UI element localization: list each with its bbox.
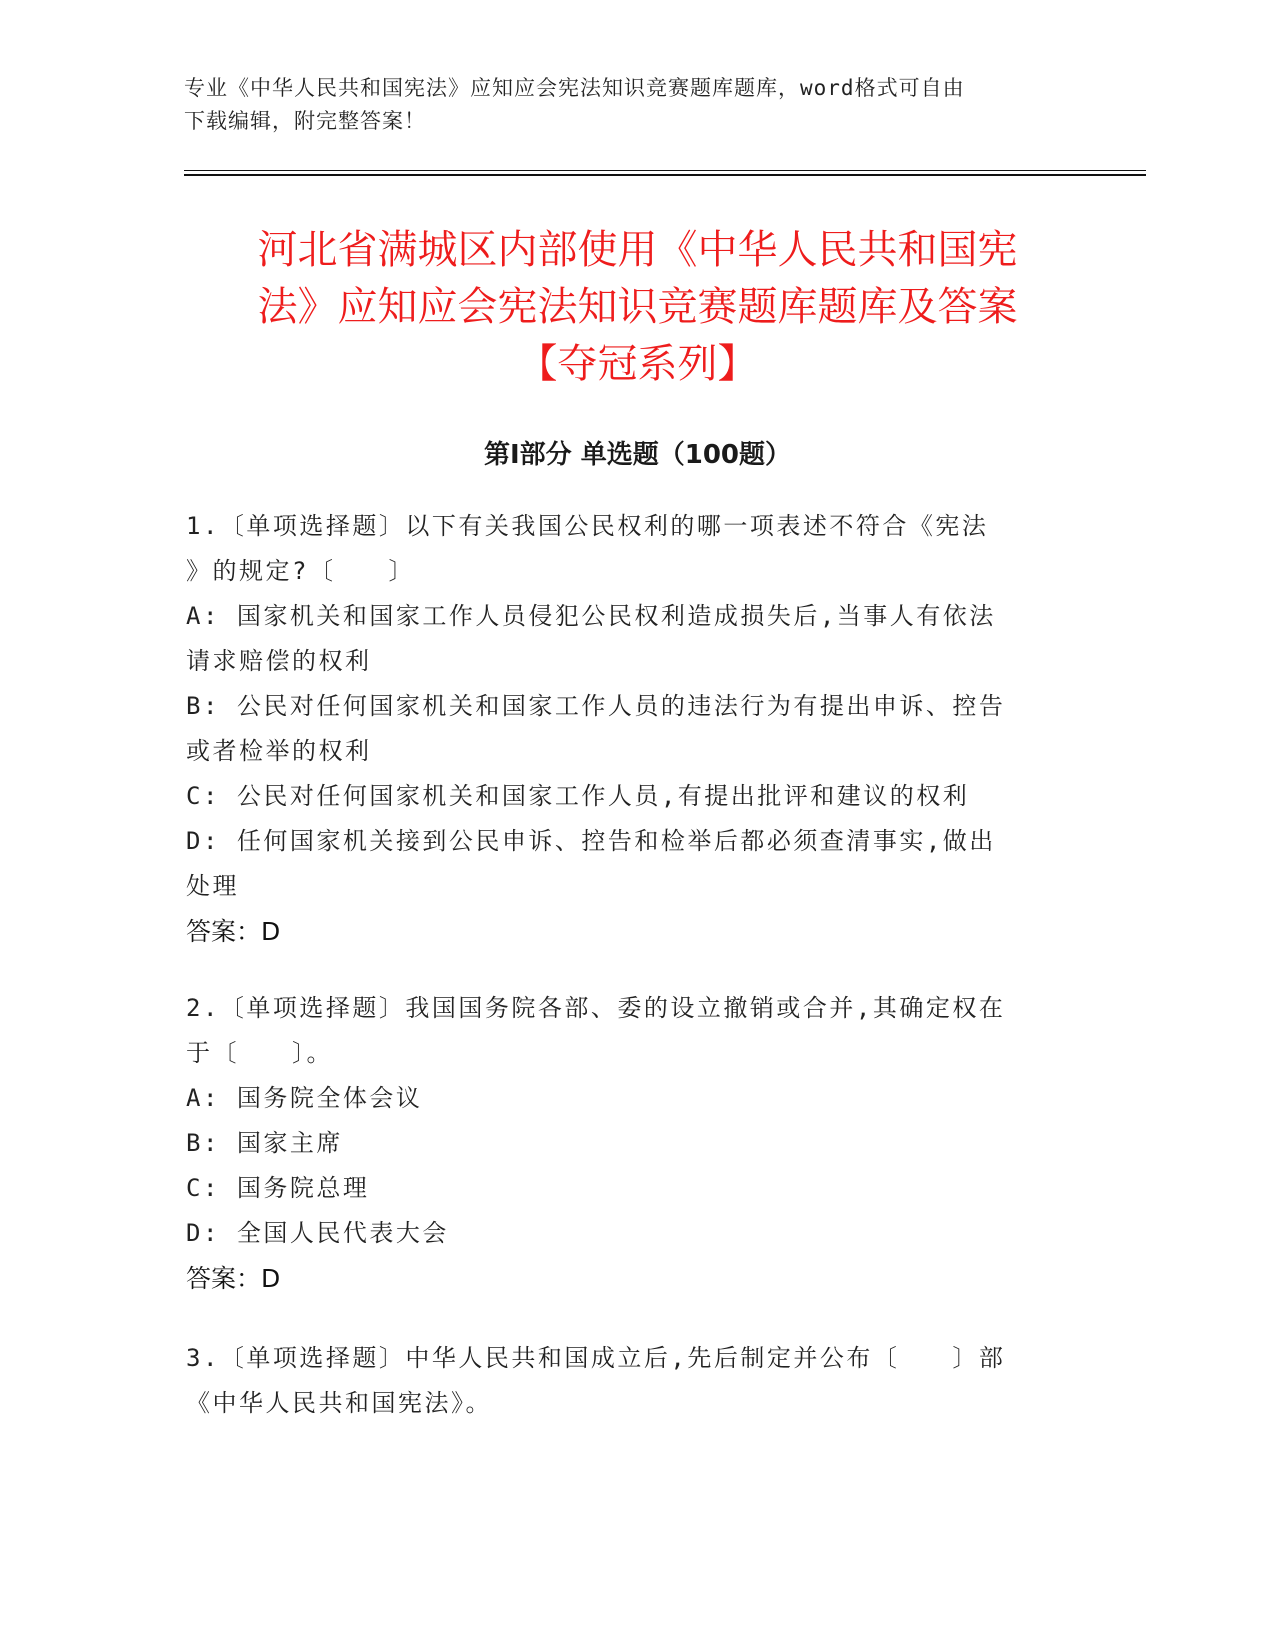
section-title: 第Ⅰ部分 单选题（100题） <box>484 440 791 470</box>
header-rule-thick <box>184 174 1146 176</box>
document-title <box>150 222 1125 393</box>
question-1-stem-line-1: 1.〔单项选择题〕以下有关我国公民权利的哪一项表述不符合《宪法 <box>186 512 989 540</box>
document-title-line-3: 【夺冠系列】 <box>517 341 758 387</box>
question-2-option-b: B: 国家主席 <box>186 1129 343 1157</box>
question-1-option-a-line-2: 请求赔偿的权利 <box>186 647 372 675</box>
question-2-option-a: A: 国务院全体会议 <box>186 1084 423 1112</box>
question-1-option-d-line-1: D: 任何国家机关接到公民申诉、控告和检举后都必须查清事实,做出 <box>186 827 996 855</box>
question-2-option-d: D: 全国人民代表大会 <box>186 1219 449 1247</box>
question-1-option-b-line-1: B: 公民对任何国家机关和国家工作人员的违法行为有提出申诉、控告 <box>186 692 1006 720</box>
question-2-stem-line-1: 2.〔单项选择题〕我国国务院各部、委的设立撤销或合并,其确定权在 <box>186 994 1006 1022</box>
header-note-line-1: 专业《中华人民共和国宪法》应知应会宪法知识竞赛题库题库，word格式可自由 <box>184 76 965 100</box>
question-1-stem-line-2: 》的规定?〔 〕 <box>186 557 415 585</box>
question-2 <box>186 986 1066 1301</box>
question-2-option-c: C: 国务院总理 <box>186 1174 370 1202</box>
question-1-option-a-line-1: A: 国家机关和国家工作人员侵犯公民权利造成损失后,当事人有依法 <box>186 602 996 630</box>
question-3-stem-line-1: 3.〔单项选择题〕中华人民共和国成立后,先后制定并公布〔 〕部 <box>186 1344 1006 1372</box>
question-1 <box>186 504 1066 954</box>
question-2-answer: 答案：D <box>186 1264 281 1293</box>
header-note-line-2: 下载编辑，附完整答案！ <box>184 109 426 133</box>
question-3 <box>186 1336 1066 1426</box>
question-1-answer: 答案：D <box>186 917 281 946</box>
question-1-option-c: C: 公民对任何国家机关和国家工作人员,有提出批评和建议的权利 <box>186 782 970 810</box>
question-3-stem-line-2: 《中华人民共和国宪法》。 <box>186 1389 492 1417</box>
question-1-option-b-line-2: 或者检举的权利 <box>186 737 372 765</box>
document-title-line-1: 河北省满城区内部使用《中华人民共和国宪 <box>257 227 1018 273</box>
document-title-line-2: 法》应知应会宪法知识竞赛题库题库及答案 <box>257 284 1018 330</box>
header-rule-thin <box>184 170 1146 171</box>
question-1-option-d-line-2: 处理 <box>186 872 239 900</box>
question-2-stem-line-2: 于〔 〕。 <box>186 1039 333 1067</box>
header-note <box>184 72 1084 138</box>
